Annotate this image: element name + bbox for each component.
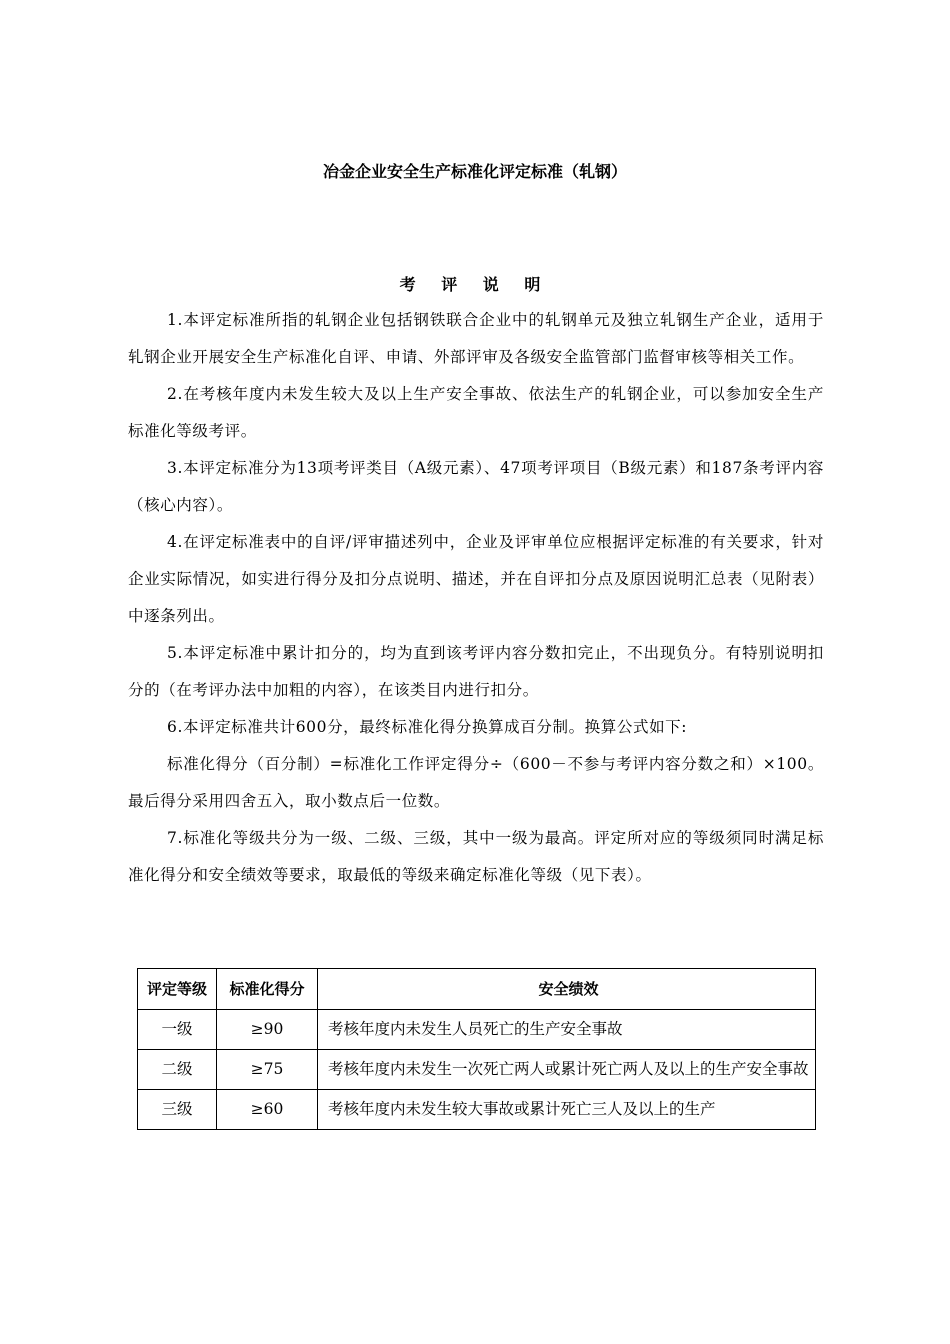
paragraph-5: 5.本评定标准中累计扣分的，均为直到该考评内容分数扣完止，不出现负分。有特别说明扣分的（在考评办法中加粗的内容），在该类目内进行扣分。: [128, 644, 824, 699]
paragraph-1: 1.本评定标准所指的轧钢企业包括钢铁联合企业中的轧钢单元及独立轧钢生产企业，适用于轧钢企业开展安全生产标准化自评、申请、外部评审及各级安全监管部门监督审核等相关工作。: [128, 311, 824, 366]
grade-cell: 二级: [138, 1050, 217, 1090]
table-header-row: [138, 969, 816, 1010]
score-cell: ≥60: [217, 1090, 318, 1130]
paragraph-3: 3.本评定标准分为13项考评类目（A级元素）、47项考评项目（B级元素）和187条考评内容（核心内容）。: [128, 459, 824, 514]
body-text: [128, 302, 824, 894]
section-title: 考 评 说 明: [399, 275, 551, 294]
grade-cell: 一级: [138, 1010, 217, 1050]
header-performance: 安全绩效: [318, 969, 816, 1010]
score-cell: ≥75: [217, 1050, 318, 1090]
performance-cell: 考核年度内未发生较大事故或累计死亡三人及以上的生产: [318, 1090, 816, 1130]
performance-cell: 考核年度内未发生一次死亡两人或累计死亡两人及以上的生产安全事故: [318, 1050, 816, 1090]
paragraph-6: 6.本评定标准共计600分，最终标准化得分换算成百分制。换算公式如下:: [167, 718, 688, 736]
paragraph-7: 7.标准化等级共分为一级、二级、三级，其中一级为最高。评定所对应的等级须同时满足标准化得分和安全绩效等要求，取最低的等级来确定标准化等级（见下表）。: [128, 829, 824, 884]
document-title: 冶金企业安全生产标准化评定标准（轧钢）: [322, 162, 627, 181]
paragraph-4: 4.在评定标准表中的自评/评审描述列中，企业及评审单位应根据评定标准的有关要求，针对企业实际情况，如实进行得分及扣分点说明、描述，并在自评扣分点及原因说明汇总表（见附表）中逐条列出。: [128, 533, 824, 625]
formula-paragraph: 标准化得分（百分制）=标准化工作评定得分÷（600－不参与考评内容分数之和）×100。最后得分采用四舍五入，取小数点后一位数。: [128, 755, 824, 810]
header-grade: 评定等级: [138, 969, 217, 1010]
header-score: 标准化得分: [217, 969, 318, 1010]
grade-cell: 三级: [138, 1090, 217, 1130]
performance-cell: 考核年度内未发生人员死亡的生产安全事故: [318, 1010, 816, 1050]
paragraph-2: 2.在考核年度内未发生较大及以上生产安全事故、依法生产的轧钢企业，可以参加安全生产标准化等级考评。: [128, 385, 824, 440]
table-row: [138, 1050, 816, 1090]
grade-table: [137, 968, 816, 1130]
table-row: [138, 1010, 816, 1050]
table-row: [138, 1090, 816, 1130]
score-cell: ≥90: [217, 1010, 318, 1050]
